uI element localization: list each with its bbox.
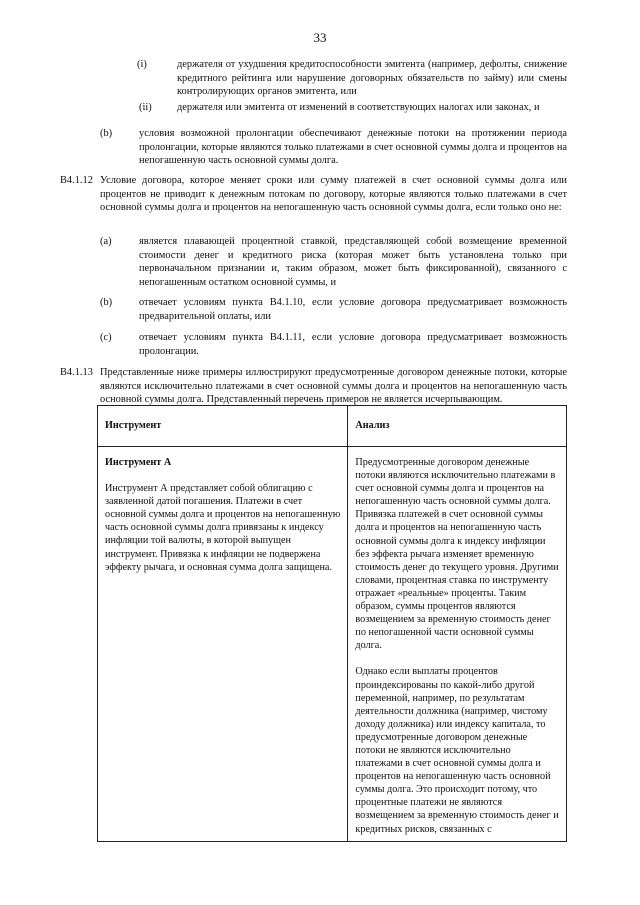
sub-item-ii-text: держателя или эмитента от изменений в соответствующих налогах или законах, и [177, 102, 540, 113]
instrument-title: Инструмент А [105, 457, 172, 468]
item-b2-text: отвечает условиям пункта B4.1.10, если условие договора предусматривает возможность предварительной оплаты, или [139, 297, 567, 322]
paragraph-b4113-number: B4.1.13 [60, 367, 93, 378]
analysis-paragraph-2: Однако если выплаты процентов проиндексированы по какой-либо другой переменной, например, по результатам деятельности должника (например, чистому доходу должника) или индексу капитала, то предусмотренные договором денежные потоки не являются исключительно платежами в счет основной суммы долга и процентов на непогашенную часть основной суммы долга. Это происходит потому, что процентные платежи не являются возмещением за временную стоимость денег и кредитных рисков, связанных с [355, 666, 559, 835]
sub-item-i-text: держателя от ухудшения кредитоспособности эмитента (например, дефолты, снижение кредитного рейтинга или нарушение договорных обязательств по займу) или смены контролирующих органов эмитента, или [177, 59, 567, 97]
item-a-text: является плавающей процентной ставкой, представляющей собой возмещение временной стоимости денег и кредитного риска (которая может быть установлена только при первоначальном признании и, таким образом, может быть фиксированной), связанного с непогашенным остатком основной суммы, и [139, 236, 567, 288]
instrument-table [97, 405, 567, 842]
table-row [98, 447, 567, 842]
item-c-text: отвечает условиям пункта B4.1.11, если условие договора предусматривает возможность пролонгации. [139, 332, 567, 357]
paragraph-b4113-text: Представленные ниже примеры иллюстрируют предусмотренные договором денежные потоки, которые являются исключительно платежами в счет основной суммы долга и процентов на непогашенную часть основной суммы долга. Представленный перечень примеров не является исчерпывающим. [100, 367, 567, 405]
item-b2-label: (b) [100, 297, 113, 308]
item-b-label: (b) [100, 128, 113, 139]
item-b-text: условия возможной пролонгации обеспечивают денежные потоки на протяжении периода пролонгации, которые являются только платежами в счет основной суммы долга и процентов на непогашенную часть основной суммы долга. [139, 128, 567, 166]
item-c-label: (c) [100, 332, 112, 343]
header-instrument: Инструмент [98, 406, 348, 447]
sub-item-ii-label: (ii) [139, 102, 152, 113]
sub-item-i-label: (i) [137, 59, 147, 70]
instrument-cell [98, 447, 348, 842]
instrument-description: Инструмент А представляет собой облигацию с заявленной датой погашения. Платежи в счет основной суммы долга и процентов на непогашенную часть основной суммы долга привязаны к индексу инфляции той валюты, в которой выпущен инструмент. Привязка к инфляции не подвержена эффекту рычага, и основная сумма долга защищена. [105, 483, 341, 573]
page-number: 33 [313, 30, 327, 45]
paragraph-b4112-text: Условие договора, которое меняет сроки или сумму платежей в счет основной суммы долга или процентов не приводит к денежным потокам по договору, которые являются только платежами в счет основной суммы долга и процентов на непогашенную часть основной суммы долга, если только оно не: [100, 175, 567, 213]
item-a-label: (a) [100, 236, 112, 247]
analysis-cell [348, 447, 567, 842]
paragraph-b4112-number: B4.1.12 [60, 175, 93, 186]
header-analysis: Анализ [348, 406, 567, 447]
table-header-row [98, 406, 567, 447]
analysis-paragraph-1: Предусмотренные договором денежные потоки являются исключительно платежами в счет основной суммы долга и процентов на непогашенную часть основной суммы долга. Привязка платежей в счет основной суммы долга и процентов на непогашенную часть основной суммы долга к индексу инфляции без эффекта рычага изменяет временную стоимость денег до текущего уровня. Другими словами, процентная ставка по инструменту отражает «реальные» проценты. Таким образом, суммы процентов являются возмещением за временную стоимость денег по непогашенной части основной суммы долга. [355, 457, 559, 652]
